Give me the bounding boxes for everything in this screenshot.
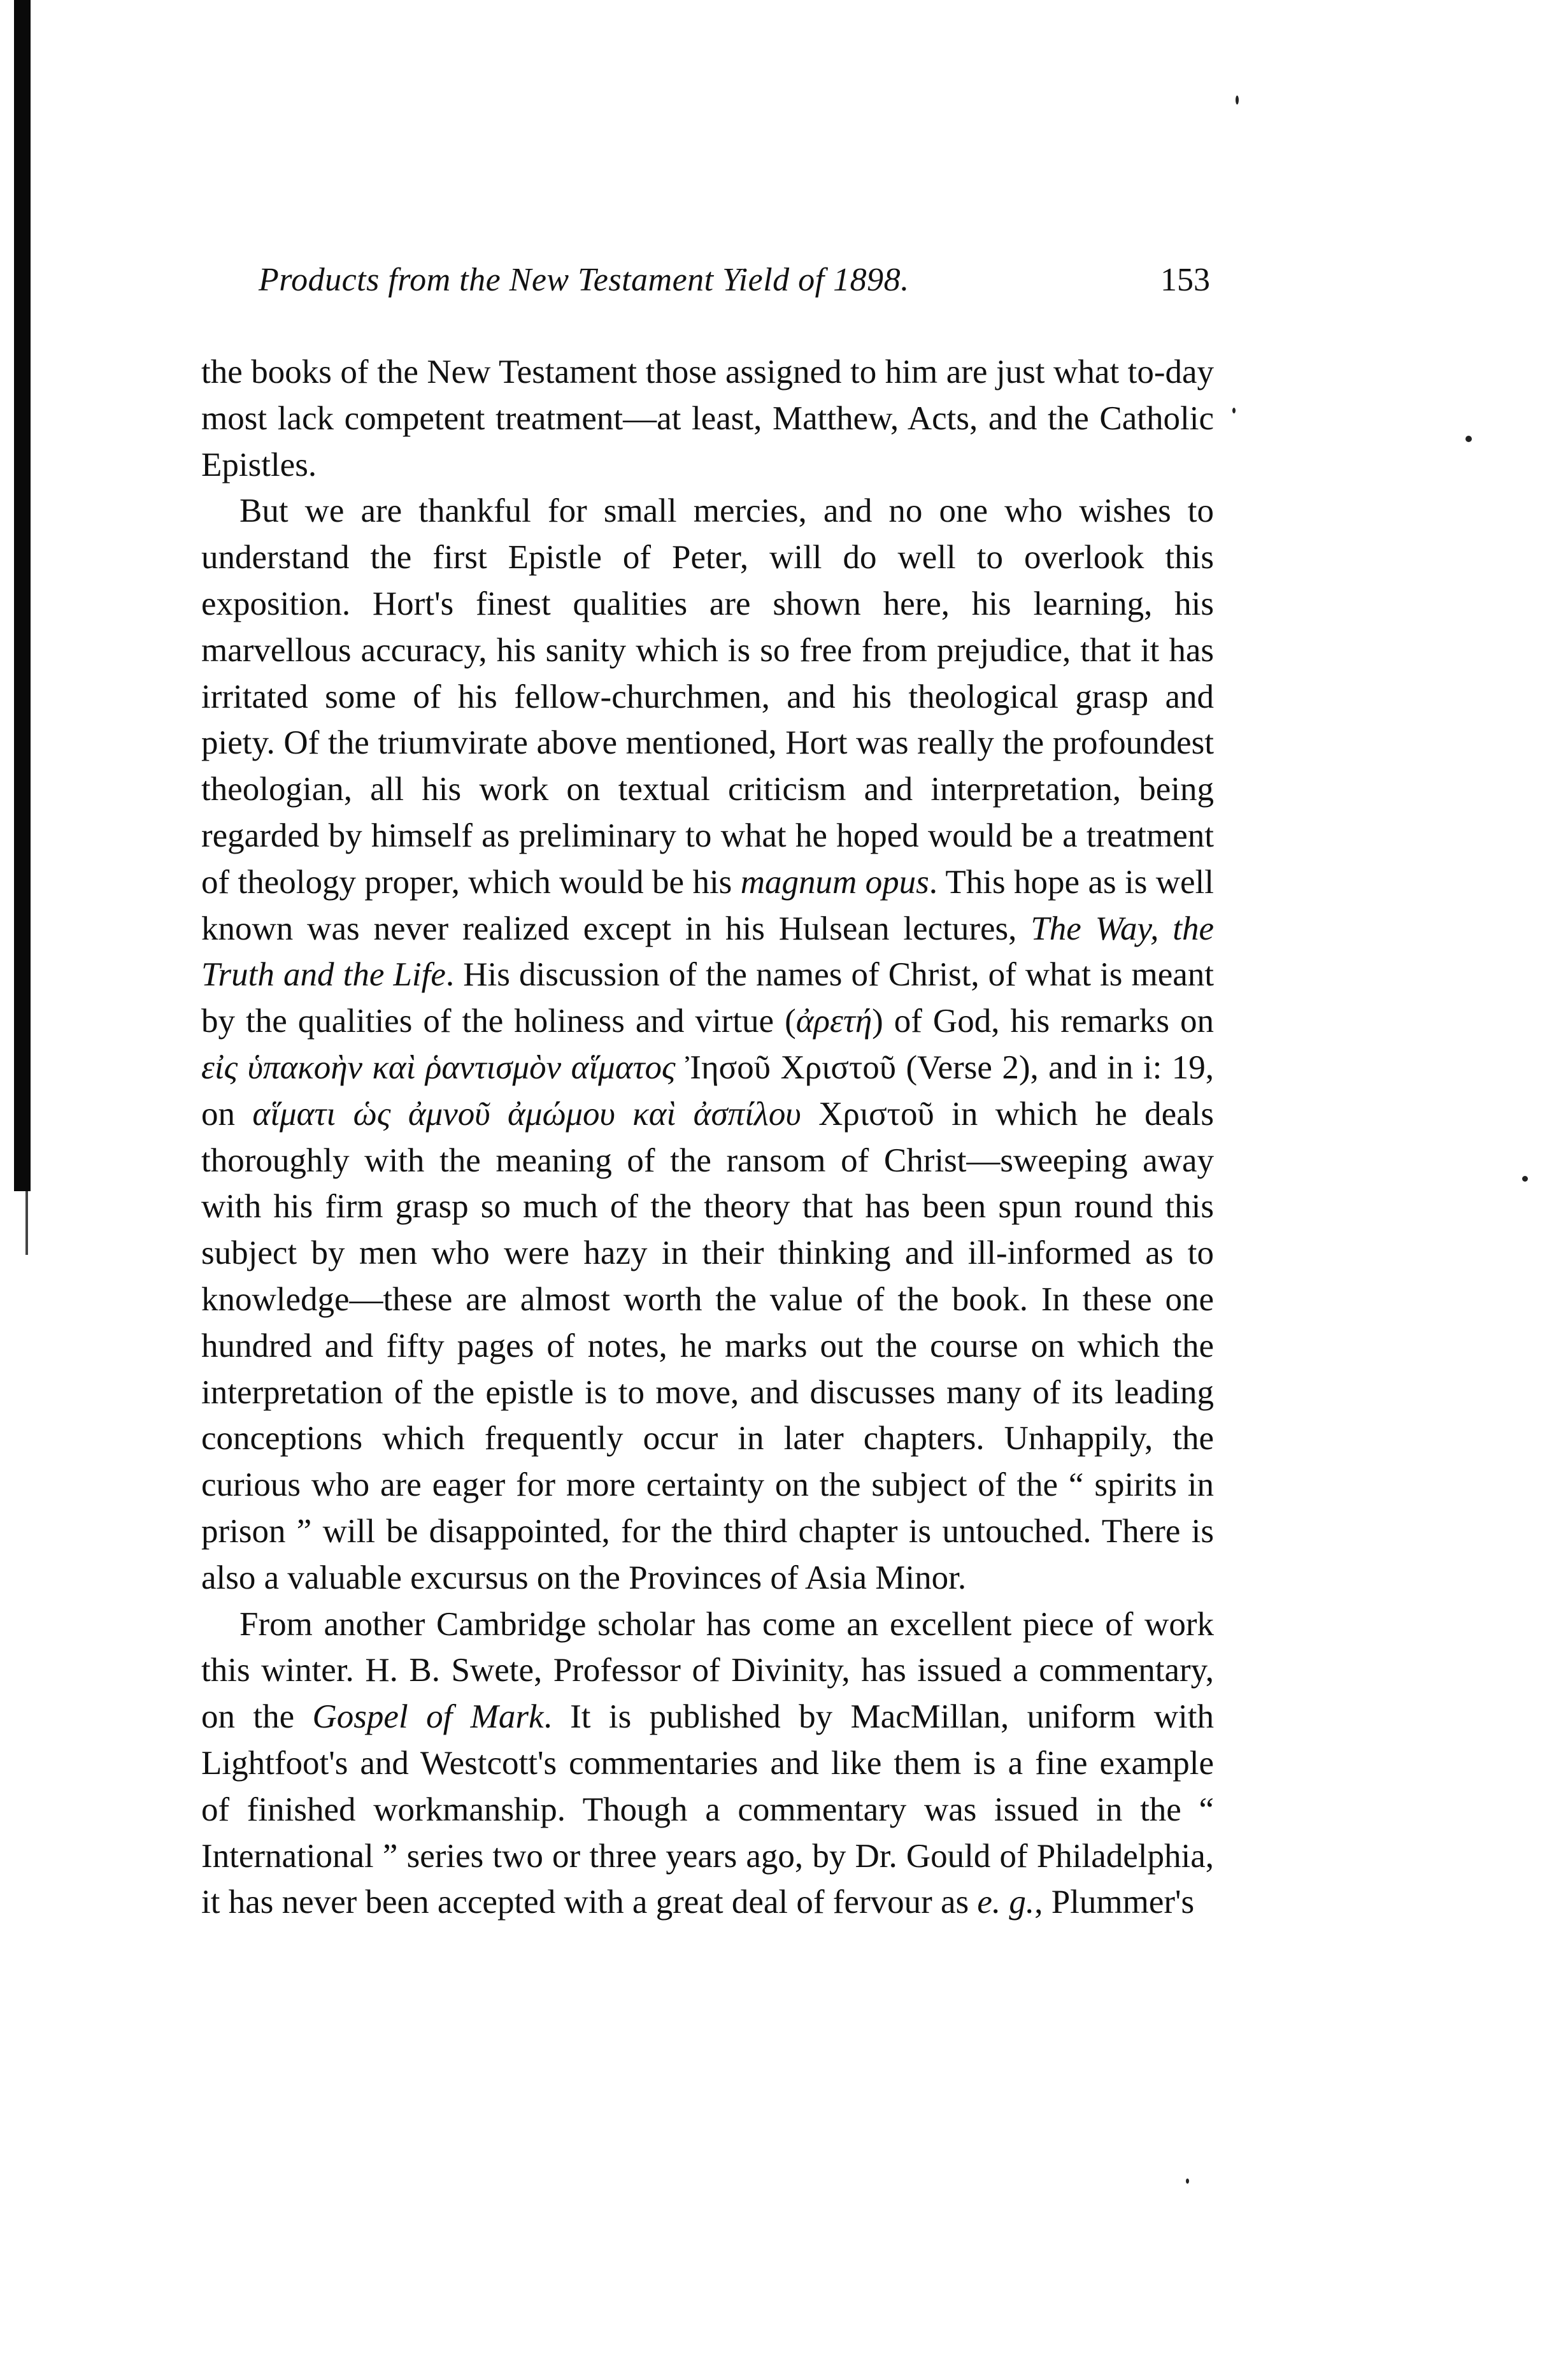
scan-speck: [1236, 96, 1239, 104]
scan-speck: [1465, 436, 1472, 442]
text-run: . His discussion of the names of Christ, of what is meant by the qualities of the holiness and virtue (: [201, 956, 1214, 1040]
page-binding-edge-tail: [25, 1191, 28, 1255]
scan-speck: [1232, 408, 1236, 413]
book-page: [201, 261, 1214, 1926]
text-run: From another Cambridge scholar has come an excellent piece of work this winter. H. B. Swete, Professor of Divinity, has issued a commentary, on the: [201, 1605, 1214, 1736]
italic-text: Gospel of Mark: [312, 1698, 544, 1736]
page-binding-edge: [14, 0, 31, 1191]
text-run: ) of God, his remarks on: [872, 1003, 1215, 1040]
text-run: Χριστοῦ in which he deals thoroughly with the meaning of the ransom of Christ—sweeping away with his firm grasp so much of the theory that has been spun round this subject by men who were hazy in their thinking and ill-informed as to knowledge—these are almost worth the value of the book. In these one hundred and fifty pages of notes, he marks out the course on which the interpretation of the epistle is to move, and discusses many of its leading conceptions which frequently occur in later chapters. Unhappily, the curious who are eager for more certainty on the subject of the “ spirits in prison ” will be disappointed, for the third chapter is untouched. There is also a valuable excursus on the Provinces of Asia Minor.: [201, 1095, 1215, 1596]
running-head: [201, 261, 1214, 318]
greek-text: αἵματι ὡς ἀμνοῦ ἀμώμου καὶ ἀσπίλου: [252, 1095, 801, 1133]
page-number: 153: [1160, 262, 1210, 298]
paragraph: [201, 488, 1214, 1601]
text-run: . This hope as is well known was never realized except in his Hulsean lectures,: [201, 863, 1214, 947]
italic-text: The Way, the Truth and the Life: [201, 910, 1214, 994]
running-title: Products from the New Testament Yield of 1898.: [259, 262, 909, 298]
greek-text: ἀρετή: [795, 1003, 873, 1040]
scan-speck: [1186, 2179, 1189, 2184]
paragraph: the books of the New Testament those assigned to him are just what to-day most lack competent treatment—at least, Matthew, Acts, and the Catholic Epistles.: [201, 354, 1214, 483]
body-text: [201, 349, 1214, 1926]
text-run: But we are thankful for small mercies, and no one who wishes to understand the first Epistle of Peter, will do well to overlook this exposition. Hort's finest qualities are shown here, his learning, his marvellous accuracy, his sanity which is so free from prejudice, that it has irritated some of his fellow-churchmen, and his theological grasp and piety. Of the triumvirate above mentioned, Hort was really the profoundest theologian, all his work on textual criticism and interpretation, being regarded by himself as preliminary to what he hoped would be a treatment of theology proper, which would be his: [201, 492, 1214, 901]
scan-speck: [1522, 1176, 1528, 1182]
italic-text: e. g.: [977, 1884, 1035, 1921]
text-run: . It is published by MacMillan, uniform with Lightfoot's and Westcott's commentaries and like them is a fine example of finished workmanship. Though a commentary was issued in the “ International ” series two or three years ago, by Dr. Gould of Philadelphia, it has never been accepted with a great deal of fervour as: [201, 1698, 1214, 1921]
greek-text: εἰς ὑπακοὴν καὶ ῥαντισμὸν αἵματος: [201, 1048, 676, 1086]
italic-text: magnum opus: [740, 863, 929, 901]
paragraph: [201, 1601, 1214, 1926]
text-run: , Plummer's: [1034, 1884, 1195, 1921]
text-run: Ἰησοῦ Χριστοῦ (Verse 2), and in i: 19, on: [201, 1048, 1214, 1133]
